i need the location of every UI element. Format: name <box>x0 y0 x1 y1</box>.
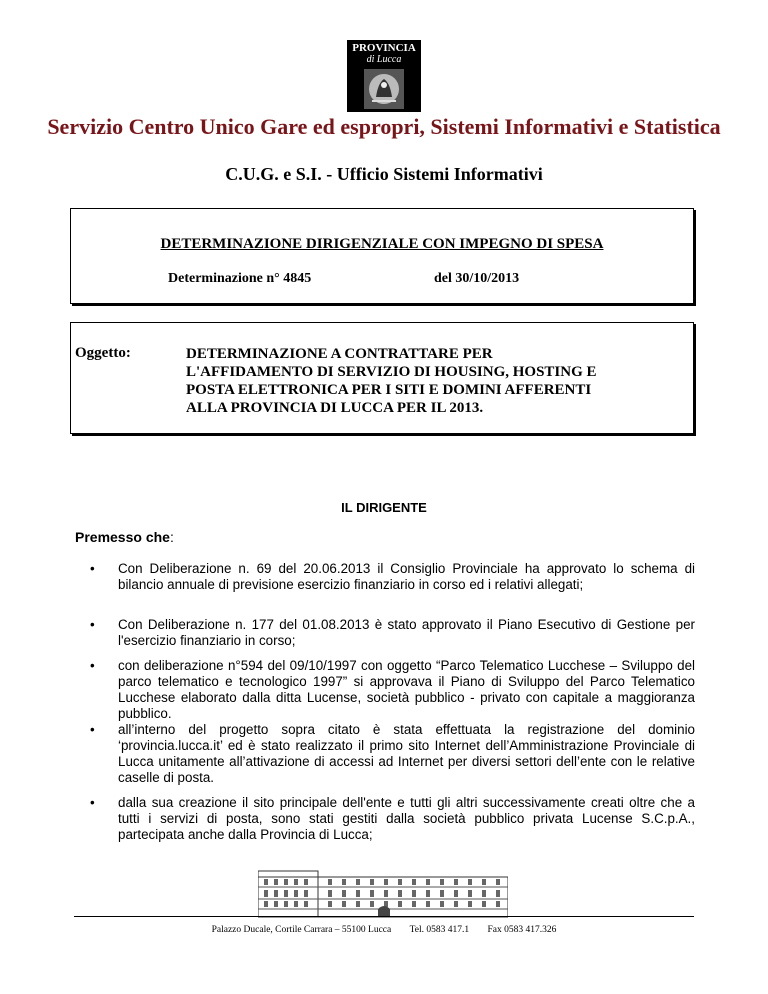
provincia-logo <box>347 40 421 112</box>
oggetto-box <box>70 322 694 434</box>
bullet-symbol: • <box>90 795 95 810</box>
footer-fax: Fax 0583 417.326 <box>487 925 557 935</box>
bullet-symbol: • <box>90 722 95 737</box>
list-item-text: all’interno del progetto sopra citato è stata effettuata la registrazione del dominio ‘provincia.lucca.it’ ed è stato realizzato il primo sito Internet dell’Amministrazione Provinciale di Lucca unitamente all’attivazione di accessi ad Internet per diversi settori dell’ente con le relative caselle di posta. <box>118 722 695 785</box>
dirigente-heading: IL DIRIGENTE <box>341 500 427 515</box>
list-item-text: Con Deliberazione n. 177 del 01.08.2013 è stato approvato il Piano Esecutivo di Gestione per l'esercizio finanziario in corso; <box>118 617 695 648</box>
bullet-symbol: • <box>90 561 95 576</box>
determinazione-box <box>70 208 694 304</box>
palazzo-ducale-drawing <box>258 863 508 919</box>
footer-contacts <box>74 925 694 935</box>
list-item-text: con deliberazione n°594 del 09/10/1997 con oggetto “Parco Telematico Lucchese – Sviluppo del parco telematico e tecnologico 1997” si approvava il Piano di Sviluppo del Parco Telematico Lucchese elaborato dalla ditta Lucense, società pubblico - privato con capitale a maggioranza pubblico. <box>118 658 695 721</box>
logo-line2: di Lucca <box>366 54 402 65</box>
office-subtitle: C.U.G. e S.I. - Ufficio Sistemi Informativi <box>225 164 543 184</box>
list-item-text: dalla sua creazione il sito principale dell'ente e tutti gli altri successivamente creati oltre che a tutti i servizi di posta, sono stati gestiti dalla società pubblico privata Lucense S.C.p.A., partecipata anche dalla Provincia di Lucca; <box>118 795 695 842</box>
footer-address: Palazzo Ducale, Cortile Carrara – 55100 Lucca <box>211 925 392 935</box>
footer-divider <box>74 916 694 917</box>
determinazione-number: Determinazione n° 4845 <box>168 271 312 286</box>
list-item-text: Con Deliberazione n. 69 del 20.06.2013 il Consiglio Provinciale ha approvato lo schema di bilancio annuale di previsione esercizio finanziario in corso ed i relativi allegati; <box>118 561 695 592</box>
oggetto-text: DETERMINAZIONE A CONTRATTARE PER L'AFFIDAMENTO DI SERVIZIO DI HOUSING, HOSTING E POSTA ELETTRONICA PER I SITI E DOMINI AFFERENTI ALLA PROVINCIA DI LUCCA PER IL 2013. <box>186 346 597 416</box>
determinazione-date: del 30/10/2013 <box>434 271 520 286</box>
bullet-symbol: • <box>90 617 95 632</box>
office-title: Servizio Centro Unico Gare ed espropri, Sistemi Informativi e Statistica <box>47 114 721 139</box>
footer-tel: Tel. 0583 417.1 <box>409 925 470 935</box>
premesso-colon: : <box>169 529 174 545</box>
crest-icon <box>362 67 406 111</box>
determinazione-title: DETERMINAZIONE DIRIGENZIALE CON IMPEGNO DI SPESA <box>160 236 604 252</box>
bullet-symbol: • <box>90 658 95 673</box>
logo-line1: PROVINCIA <box>352 42 416 54</box>
premesso-bold: Premesso che <box>75 529 170 545</box>
premesso-line <box>75 529 174 545</box>
oggetto-label: Oggetto: <box>75 345 131 361</box>
